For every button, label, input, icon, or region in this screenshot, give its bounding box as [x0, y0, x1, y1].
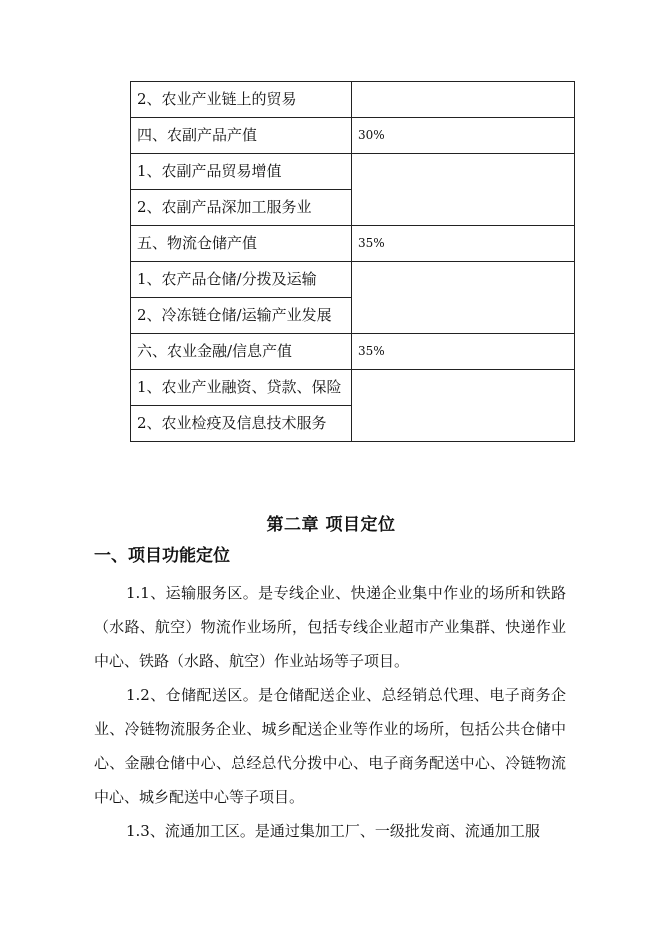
section-heading: 一、项目功能定位: [94, 546, 230, 566]
paragraph-text: 1.2、仓储配送区。是仓储配送企业、总经销总代理、电子商务企业、冷链物流服务企业、城乡配送企业等作业的场所，包括公共仓储中心、金融仓储中心、总经总代分拨中心、电子商务配送中心、冷链物流中心、城乡配送中心等子项目。: [94, 686, 566, 806]
table-cell-value: [352, 262, 575, 334]
table-cell-value: 30%: [352, 118, 575, 154]
table-row: [131, 118, 575, 154]
chapter-title: 第二章 项目定位: [266, 515, 396, 535]
paragraph-warehouse-zone: [94, 678, 566, 814]
table-cell-label: 1、农业产业融资、贷款、保险: [131, 370, 352, 406]
paragraph-processing-zone: [94, 814, 566, 848]
table-cell-value: [352, 154, 575, 226]
paragraph-text: 1.1、运输服务区。是专线企业、快递企业集中作业的场所和铁路（水路、航空）物流作业场所，包括专线企业超市产业集群、快递作业中心、铁路（水路、航空）作业站场等子项目。: [94, 584, 566, 670]
table-row: [131, 370, 575, 406]
table-cell-value: 35%: [352, 226, 575, 262]
table-cell-label: 2、农业检疫及信息技术服务: [131, 406, 352, 442]
table-row: [131, 226, 575, 262]
table-cell-label: 1、农产品仓储/分拨及运输: [131, 262, 352, 298]
table-row: [131, 154, 575, 190]
table-cell-value: [352, 82, 575, 118]
table-cell-value: [352, 370, 575, 442]
paragraph-transport-zone: [94, 576, 566, 678]
table-cell-label: 六、农业金融/信息产值: [131, 334, 352, 370]
table-row: [131, 82, 575, 118]
output-value-table: [130, 81, 575, 442]
table-cell-label: 2、农业产业链上的贸易: [131, 82, 352, 118]
table-cell-label: 2、农副产品深加工服务业: [131, 190, 352, 226]
table-cell-label: 2、冷冻链仓储/运输产业发展: [131, 298, 352, 334]
table-row: [131, 334, 575, 370]
table-cell-label: 五、物流仓储产值: [131, 226, 352, 262]
table-row: [131, 262, 575, 298]
table-cell-label: 四、农副产品产值: [131, 118, 352, 154]
table-cell-value: 35%: [352, 334, 575, 370]
table-cell-label: 1、农副产品贸易增值: [131, 154, 352, 190]
paragraph-text: 1.3、流通加工区。是通过集加工厂、一级批发商、流通加工服: [126, 822, 540, 840]
